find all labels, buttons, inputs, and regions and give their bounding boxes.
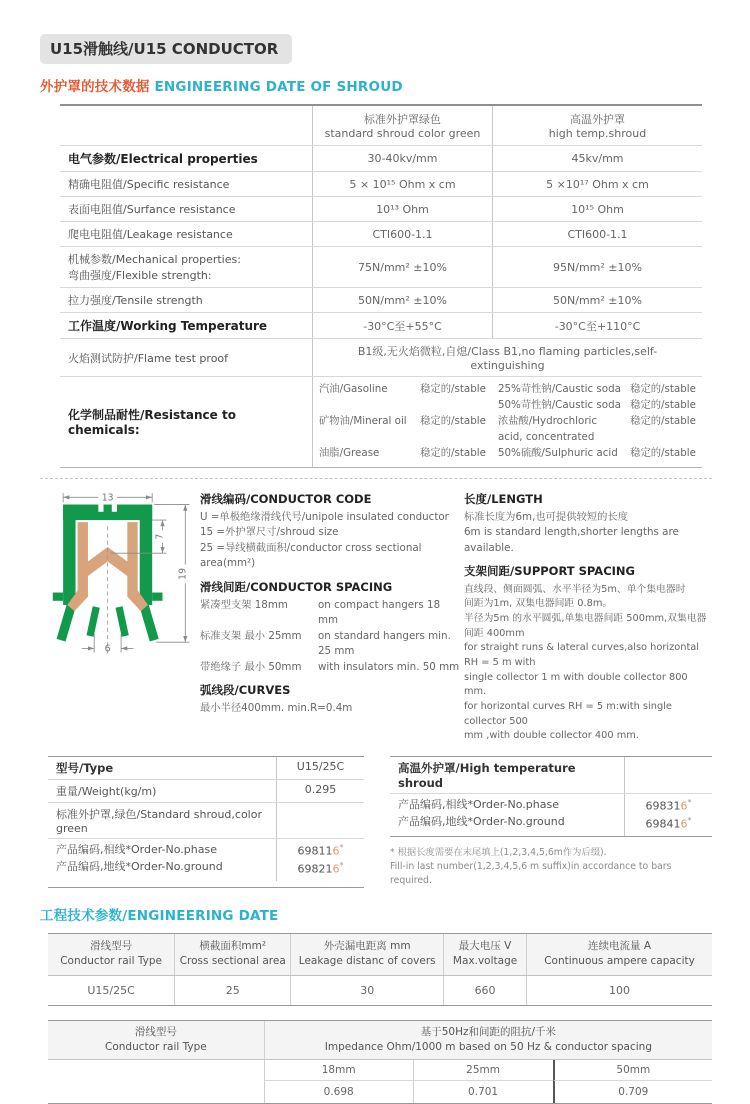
hightemp-order-wrap xyxy=(390,756,712,888)
curves-title: 弧线段/CURVES xyxy=(200,683,291,698)
table-row: 标准外护罩,绿色/Standard shroud,color green xyxy=(48,803,364,839)
conductor-code-block: 滑线编码/CONDUCTOR CODE U =单极绝缘滑线代号/unipole insulated conductor 15 =外护罩尺寸/shroud size 25 =导线横截面积/conductor cross sectional area(mm²) 滑线间距/CONDUCTOR SPACING 紧凑型支架 18mm on compact hangers 18 mm 标准支架 最小 25mm on standard hangers min. 25 mm 带绝缘子 最小 50mm with insulators min. 50 mm 弧线段/CURVES 最小半径400mm. min.R=0.4m xyxy=(200,489,462,744)
table-row-chemicals: 化学制品耐性/Resistance to chemicals: 汽油/Gasoline 稳定的/stable 矿物油/Mineral oil 稳定的/stable 油脂/Grease 稳定的/stable 25%苛性钠/Caustic soda 稳定的/stable 50%苛性钠/Caustic soda 稳定的/stable 浓盐酸/Hydrochloric acid, concentrated 稳定的/stable 50%硫酸/Sulphuric acid 稳定的/stable xyxy=(60,377,702,467)
dim-13-label: 13 xyxy=(101,492,114,504)
section-heading-shroud xyxy=(40,75,712,95)
impedance-main-header: 基于50Hz和间距的阻抗/千米 Impedance Ohm/1000 m based on 50 Hz & conductor spacing xyxy=(264,1021,712,1060)
shroud-properties-table xyxy=(60,104,702,468)
table-row-mechanical: 机械参数/Mechanical properties: 弯曲强度/Flexible strength: 75N/mm² ±10% 95N/mm² ±10% xyxy=(60,247,702,288)
impedance-value-cell: 0.698 xyxy=(264,1081,413,1103)
table-row: 表面电阻值/Surfance resistance 10¹³ Ohm 10¹⁵ Ohm xyxy=(60,197,702,222)
table-row: 工作温度/Working Temperature -30°C至+55°C -30°C至+110°C xyxy=(60,313,702,339)
dim-7-label: 7 xyxy=(154,533,166,540)
engineering-data-table xyxy=(48,933,712,1005)
spacing-cell: 18mm xyxy=(264,1060,413,1081)
chemicals-left-column: 汽油/Gasoline 稳定的/stable 矿物油/Mineral oil 稳定的/stable 油脂/Grease 稳定的/stable xyxy=(319,383,486,459)
section-divider xyxy=(40,478,712,479)
impedance-value-cell: 0.709 xyxy=(553,1081,712,1103)
table-row: 爬电电阻值/Leakage resistance CTI600-1.1 CTI600-1.1 xyxy=(60,222,702,247)
section2-zh: 工程技术参数/ xyxy=(40,908,128,925)
table-row: 电气参数/Electrical properties 30-40kv/mm 45kv/mm xyxy=(60,146,702,172)
spacing-cell: 25mm xyxy=(413,1060,553,1081)
table-row: 重量/Weight(kg/m) 0.295 xyxy=(48,780,364,803)
support-spacing-title: 支架间距/SUPPORT SPACING xyxy=(464,564,635,579)
conductor-info-section xyxy=(40,489,712,744)
page-title: U15滑触线/U15 CONDUCTOR xyxy=(40,34,292,64)
section-heading-engineering xyxy=(40,904,712,924)
section1-en: ENGINEERING DATE OF SHROUD xyxy=(149,79,403,95)
table-header-row xyxy=(60,106,702,146)
hightemp-order-table xyxy=(390,756,712,837)
table-row: 高温外护罩/High temperature shroud xyxy=(390,757,712,794)
conductor-spacing-title: 滑线间距/CONDUCTOR SPACING xyxy=(200,579,393,594)
table-row: 精确电阻值/Specific resistance 5 × 10¹⁵ Ohm x cm 5 ×10¹⁷ Ohm x cm xyxy=(60,172,702,197)
chemicals-right-column: 25%苛性钠/Caustic soda 稳定的/stable 50%苛性钠/Caustic soda 稳定的/stable 浓盐酸/Hydrochloric acid, concentrated 稳定的/stable 50%硫酸/Sulphuric acid 稳定的/stable xyxy=(497,383,696,459)
col-hightemp-shroud: 高温外护罩 high temp.shroud xyxy=(492,106,702,145)
order-footnote: * 根据长度需要在末尾填上(1,2,3,4,5,6m作为后缀). Fill-in last number(1,2,3,4,5,6 m suffix)in accordance to bars required. xyxy=(390,847,672,887)
conductor-cross-section-diagram xyxy=(40,489,200,744)
impedance-col1-header: 滑线型号 Conductor rail Type xyxy=(48,1021,264,1060)
table-row: U15/25C 25 30 660 100 xyxy=(48,976,712,1005)
table-row-orders: 产品编码,相线*Order-No.phase 产品编码,地线*Order-No.ground 698316* 698416* xyxy=(390,794,712,836)
table-row-orders: 产品编码,相线*Order-No.phase 产品编码,地线*Order-No.ground 698116* 698216* xyxy=(48,839,364,881)
section1-zh: 外护罩的技术数据 xyxy=(40,79,150,95)
spacing-cell: 50mm xyxy=(553,1060,712,1081)
length-support-block: 长度/LENGTH 标准长度为6m,也可提供较短的长度 6m is standard length,shorter lengths are available. 支架间距/SUPPORT SPACING 直线段、侧面圆弧、水平半径为5m、单个集电器时 间距为1m, 双集电器间距 0.8m。 半径为5m 的水平圆弧,单集电器间距 500mm,双集电器间距 400mm for straight runs & lateral curves,also horizontal RH = 5 m with single collector 1 m with double collector 800 mm. for horizontal curves RH = 5 m:with single collector 500 mm ,with double collector 400 mm. xyxy=(462,489,712,744)
impedance-value-cell: 0.701 xyxy=(413,1081,553,1103)
dim-19-label: 19 xyxy=(177,567,189,580)
table-row-flame: 火焰测试防护/Flame test proof B1级,无火焰微粒,自熄/Class B1,no flaming particles,self-extinguishing xyxy=(60,339,702,377)
type-order-table xyxy=(48,756,364,888)
dim-6-label: 6 xyxy=(104,643,111,655)
order-tables-section xyxy=(48,756,712,888)
impedance-table xyxy=(48,1020,712,1104)
table-row: 拉力强度/Tensile strength 50N/mm² ±10% 50N/mm² ±10% xyxy=(60,288,702,313)
conductor-code-title: 滑线编码/CONDUCTOR CODE xyxy=(200,491,372,506)
table-row: 型号/Type U15/25C xyxy=(48,757,364,780)
table-header-row: 滑线型号 Conductor rail Type 横截面积mm² Cross sectional area 外壳漏电距离 mm Leakage distanc of covers 最大电压 V Max.voltage 连续电流量 A Continuous ampere capacity xyxy=(48,934,712,975)
length-title: 长度/LENGTH xyxy=(464,491,543,506)
col-standard-shroud: 标准外护罩绿色 standard shroud color green xyxy=(312,106,492,145)
section2-en: ENGINEERING DATE xyxy=(127,908,279,925)
